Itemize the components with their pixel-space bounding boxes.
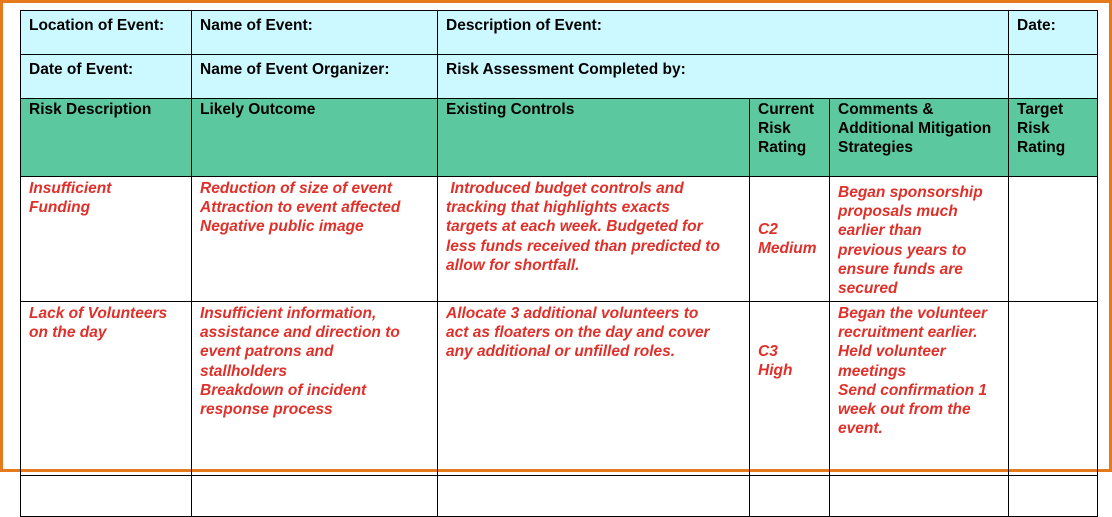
location-of-event-cell[interactable] <box>21 11 192 55</box>
empty-cell[interactable] <box>1009 476 1098 517</box>
col-header-current-risk-rating: Current Risk Rating <box>750 99 830 177</box>
event-organizer-cell[interactable] <box>192 55 438 99</box>
col-header-target-risk-rating: Target Risk Rating <box>1009 99 1098 177</box>
date-label: Date: <box>1017 17 1056 34</box>
current-risk-rating-cell[interactable]: C2 Medium <box>750 177 830 302</box>
empty-risk-row <box>21 476 1098 517</box>
date-of-event-label: Date of Event: <box>29 61 134 78</box>
col-header-likely-outcome: Likely Outcome <box>192 99 438 177</box>
assessment-completed-by-label: Risk Assessment Completed by: <box>446 61 686 78</box>
empty-cell[interactable] <box>21 476 192 517</box>
comments-mitigation-cell[interactable]: Began sponsorship proposals much earlier than previous years to ensure funds are secured <box>830 177 1009 302</box>
risk-row <box>21 302 1098 476</box>
col-header-existing-controls: Existing Controls <box>438 99 750 177</box>
existing-controls-cell[interactable]: Introduced budget controls and tracking that highlights exacts targets at each week. Budgeted for less funds received than predicted to allow for shortfall. <box>438 177 750 302</box>
description-of-event-cell[interactable] <box>438 11 1009 55</box>
risk-description-cell[interactable]: Lack of Volunteers on the day <box>21 302 192 476</box>
assessment-completed-by-cell[interactable] <box>438 55 1009 99</box>
empty-cell[interactable] <box>830 476 1009 517</box>
target-risk-rating-cell[interactable] <box>1009 302 1098 476</box>
col-header-risk-description: Risk Description <box>21 99 192 177</box>
description-of-event-label: Description of Event: <box>446 17 602 34</box>
date-cell[interactable] <box>1009 11 1098 55</box>
row2-blank-cell[interactable] <box>1009 55 1098 99</box>
likely-outcome-cell[interactable]: Reduction of size of event Attraction to event affected Negative public image <box>192 177 438 302</box>
column-header-row <box>21 99 1098 177</box>
empty-cell[interactable] <box>750 476 830 517</box>
date-of-event-cell[interactable] <box>21 55 192 99</box>
risk-row <box>21 177 1098 302</box>
empty-cell[interactable] <box>192 476 438 517</box>
comments-mitigation-cell[interactable]: Began the volunteer recruitment earlier. Held volunteer meetings Send confirmation 1 week out from the event. <box>830 302 1009 476</box>
target-risk-rating-cell[interactable] <box>1009 177 1098 302</box>
empty-cell[interactable] <box>438 476 750 517</box>
risk-assessment-table <box>20 10 1098 517</box>
name-of-event-label: Name of Event: <box>200 17 313 34</box>
col-header-comments-mitigation: Comments & Additional Mitigation Strategies <box>830 99 1009 177</box>
risk-description-cell[interactable]: Insufficient Funding <box>21 177 192 302</box>
current-risk-rating-cell[interactable]: C3 High <box>750 302 830 476</box>
location-of-event-label: Location of Event: <box>29 17 165 34</box>
event-info-row-2 <box>21 55 1098 99</box>
event-organizer-label: Name of Event Organizer: <box>200 61 390 78</box>
event-info-row-1 <box>21 11 1098 55</box>
name-of-event-cell[interactable] <box>192 11 438 55</box>
likely-outcome-cell[interactable]: Insufficient information, assistance and direction to event patrons and stallholders Breakdown of incident response process <box>192 302 438 476</box>
existing-controls-cell[interactable]: Allocate 3 additional volunteers to act as floaters on the day and cover any additional or unfilled roles. <box>438 302 750 476</box>
